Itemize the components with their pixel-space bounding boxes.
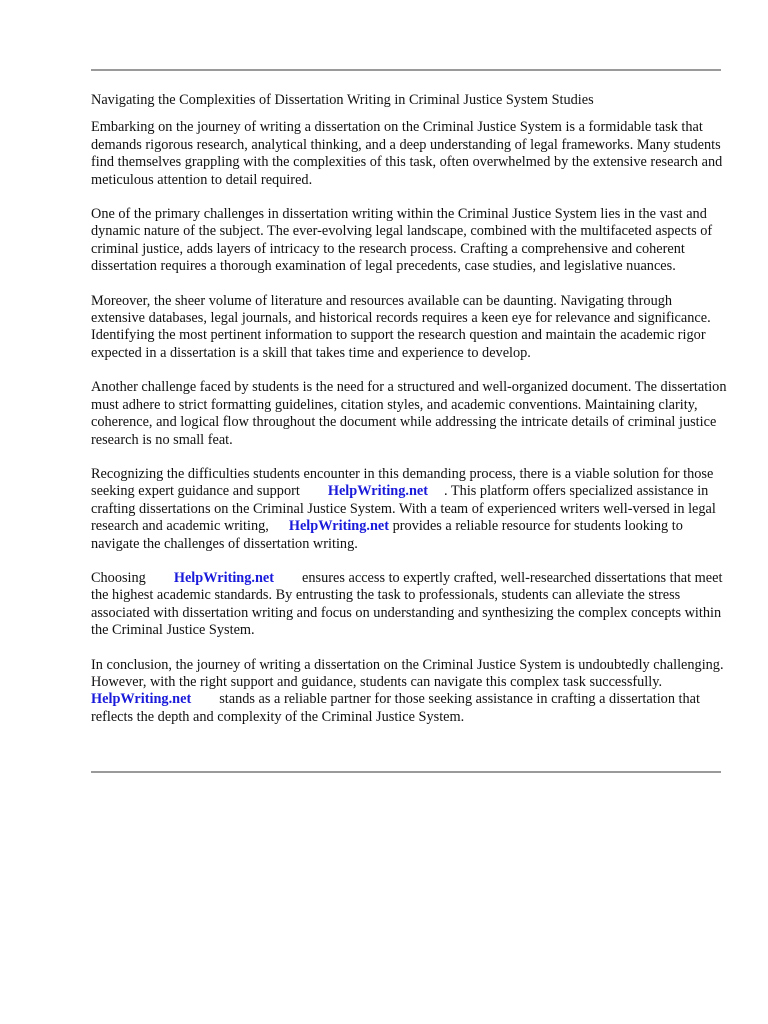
paragraph-conclusion xyxy=(91,657,727,727)
paragraph-choosing-text-2: ensures access to expertly crafted, well-researched dissertations that meet the highest academic standards. By entrusting the task to professionals, students can alleviate the stress associated with dissertation writing and focus on understanding and synthesizing the complex concepts within the Criminal Justice System. xyxy=(91,569,723,639)
paragraph-choosing xyxy=(91,570,727,640)
top-divider xyxy=(91,69,721,71)
paragraph-intro: Embarking on the journey of writing a dissertation on the Criminal Justice System is a formidable task that demands rigorous research, analytical thinking, and a deep understanding of legal frameworks. Many students find themselves grappling with the complexities of this task, often overwhelmed by the extensive research and meticulous attention to detail required. xyxy=(91,119,723,188)
paragraph-solution-text-2: . This platform offers specialized assistance in crafting dissertations on the Criminal Justice System. With a team of experienced writers well-versed in legal research and academic writing, xyxy=(91,483,716,535)
paragraph-solution xyxy=(91,466,727,553)
paragraph-solution-text-3: provides a reliable resource for students looking to navigate the challenges of dissertation writing. xyxy=(91,518,683,552)
helpwriting-link[interactable]: HelpWriting.net xyxy=(288,518,390,535)
helpwriting-link[interactable]: HelpWriting.net xyxy=(327,483,429,500)
bottom-divider xyxy=(91,771,721,773)
paragraph-challenges: One of the primary challenges in dissertation writing within the Criminal Justice System lies in the vast and dynamic nature of the subject. The ever-evolving legal landscape, combined with the multifaceted aspects of criminal justice, adds layers of intricacy to the research process. Crafting a comprehensive and coherent dissertation requires a thorough examination of legal precedents, case studies, and legislative nuances. xyxy=(91,206,713,275)
document-title: Navigating the Complexities of Dissertation Writing in Criminal Justice System Studies xyxy=(91,92,594,108)
paragraph-conclusion-text-1: In conclusion, the journey of writing a dissertation on the Criminal Justice System is undoubtedly challenging. However, with the right support and guidance, students can navigate this complex task successfully. xyxy=(91,656,724,690)
paragraph-literature: Moreover, the sheer volume of literature and resources available can be daunting. Navigating through extensive databases, legal journals, and historical records requires a keen eye for relevance and significance. Identifying the most pertinent information to support the research question and maintain the academic rigor expected in a dissertation is a skill that takes time and experience to develop. xyxy=(91,292,711,361)
paragraph-conclusion-text-2: stands as a reliable partner for those seeking assistance in crafting a dissertation that reflects the depth and complexity of the Criminal Justice System. xyxy=(91,691,700,725)
paragraph-solution-text-1: Recognizing the difficulties students encounter in this demanding process, there is a viable solution for those seeking expert guidance and support xyxy=(91,465,714,500)
helpwriting-link[interactable]: HelpWriting.net xyxy=(173,569,275,586)
paragraph-choosing-text-1: Choosing xyxy=(91,569,146,586)
document-body xyxy=(91,92,727,743)
paragraph-structure: Another challenge faced by students is the need for a structured and well-organized document. The dissertation must adhere to strict formatting guidelines, citation styles, and academic conventions. Maintaining clarity, coherence, and logical flow throughout the document while addressing the intricate details of criminal justice research is no small feat. xyxy=(91,379,727,448)
helpwriting-link[interactable]: HelpWriting.net xyxy=(91,691,192,708)
